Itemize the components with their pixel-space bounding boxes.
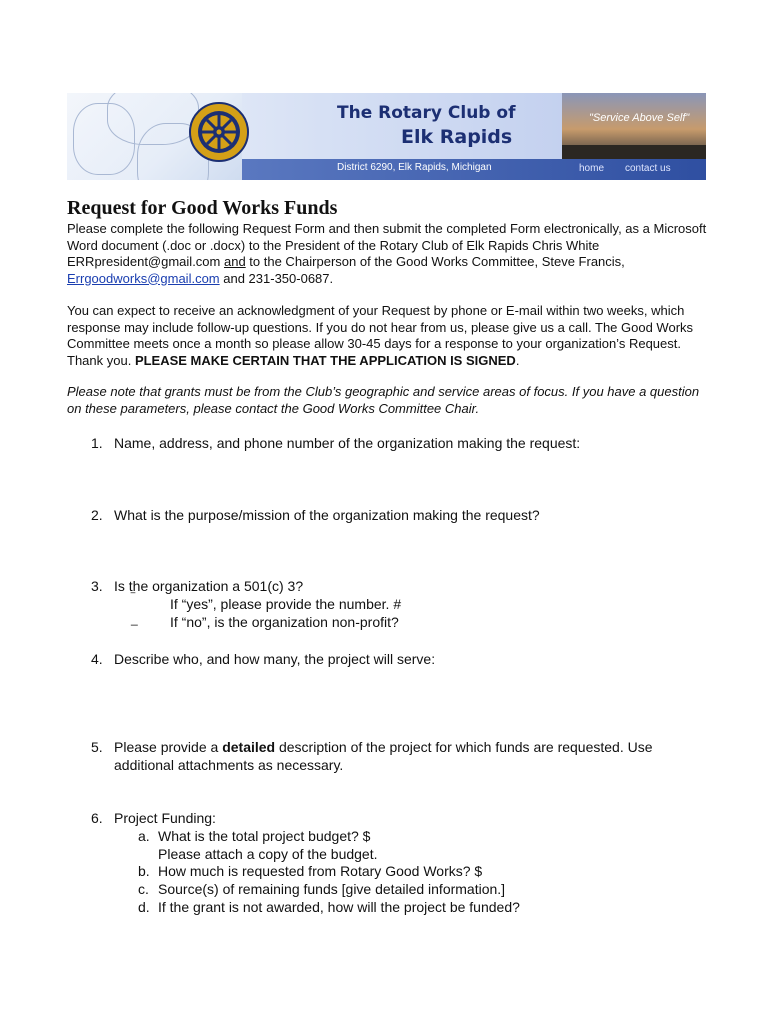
nav-home-link[interactable]: home	[579, 163, 605, 174]
page-title: Request for Good Works Funds	[67, 197, 338, 219]
question-text	[114, 738, 704, 774]
shoreline	[562, 145, 706, 159]
subitem-d: If the grant is not awarded, how will the project be funded?	[158, 899, 520, 915]
subitem-a-note: Please attach a copy of the budget.	[158, 846, 378, 862]
intro-text: Please complete the following Request Form and then submit the completed Form electronically, as a Microsoft Word document (.doc or .docx) to the President of the Rotary Club of Elk Rapids Chris White ERRpresident@gmail.com	[67, 221, 707, 269]
subitem-c: Source(s) of remaining funds [give detailed information.]	[158, 881, 506, 897]
ack-text: .	[515, 352, 520, 368]
question-number: 3.	[91, 578, 103, 594]
intro-and: and	[223, 254, 246, 269]
q5-bold: detailed	[222, 739, 276, 755]
email-link[interactable]: Errgoodworks@gmail.com	[67, 270, 220, 286]
subitem-marker: c.	[138, 881, 149, 897]
district-label: District 6290, Elk Rapids, Michigan	[337, 162, 492, 173]
q5-text: description of the project for which funds are requested. Use additional attachments as necessary.	[114, 739, 653, 773]
intro-text: and 231-350-0687.	[219, 270, 334, 286]
question-2	[91, 506, 711, 524]
district-bar	[242, 159, 706, 180]
note-paragraph: Please note that grants must be from the Club’s geographic and service areas of focus. If you have a question on these parameters, please contact the Good Works Committee Chair.	[67, 384, 700, 416]
subitem-marker: a.	[138, 828, 150, 844]
question-text: Name, address, and phone number of the organization making the request:	[114, 435, 581, 451]
checkbox-yes[interactable]: ‾	[131, 591, 135, 605]
question-text: Describe who, and how many, the project will serve:	[114, 651, 436, 667]
banner-title	[337, 101, 515, 149]
sunset-photo	[562, 93, 706, 159]
subitem-b: How much is requested from Rotary Good Works? $	[158, 863, 483, 879]
subitem-a: What is the total project budget? $	[158, 828, 371, 844]
acknowledgment-paragraph	[67, 303, 707, 369]
checkbox-no[interactable]: _	[131, 612, 138, 626]
question-5	[91, 738, 711, 774]
question-number: 4.	[91, 651, 103, 667]
question-1	[91, 434, 711, 452]
question-text: Project Funding:	[114, 810, 216, 826]
intro-paragraph	[67, 221, 707, 287]
question-number: 2.	[91, 507, 103, 523]
question-text: What is the purpose/mission of the organization making the request?	[114, 507, 540, 523]
question-number: 1.	[91, 435, 103, 451]
q5-text: Please provide a	[114, 739, 223, 755]
header-banner	[67, 93, 706, 180]
rotary-wheel-icon	[188, 101, 250, 163]
banner-title-line2: Elk Rapids	[401, 126, 513, 148]
intro-text: to the Chairperson of the Good Works Committee, Steve Francis,	[245, 254, 625, 269]
option-no: If “no”, is the organization non-profit?	[170, 614, 399, 630]
subitem-marker: d.	[138, 899, 150, 915]
signed-warning: PLEASE MAKE CERTAIN THAT THE APPLICATION IS SIGNED	[134, 352, 516, 368]
question-3	[91, 577, 711, 595]
subitem-marker: b.	[138, 863, 150, 879]
nav-contact-link[interactable]: contact us	[625, 163, 671, 174]
question-number: 6.	[91, 810, 103, 826]
slogan: "Service Above Self"	[589, 112, 690, 124]
option-yes: If “yes”, please provide the number. #	[170, 596, 402, 612]
question-number: 5.	[91, 739, 103, 755]
question-text: Is the organization a 501(c) 3?	[114, 578, 304, 594]
question-6	[91, 809, 711, 827]
banner-title-line1: The Rotary Club of	[337, 103, 516, 123]
question-4	[91, 650, 711, 668]
ack-text: You can expect to receive an acknowledgment of your Request by phone or E-mail within two weeks, which response may include follow-up questions. If you do not hear from us, please give us a call. The Good Works Committee meets once a month so please allow 30-45 days for a response to your organization’s Request. Thank you.	[67, 303, 694, 368]
